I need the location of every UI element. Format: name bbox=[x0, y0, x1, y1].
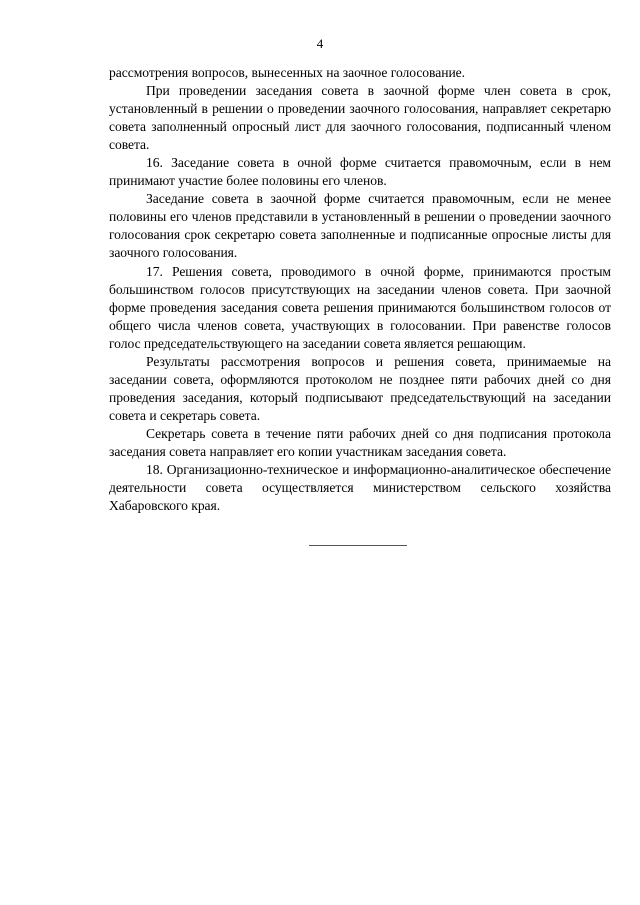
paragraph-continuation: рассмотрения вопросов, вынесенных на заочное голосование. bbox=[109, 65, 466, 80]
paragraph-absentee-questionnaire: При проведении заседания совета в заочной форме член совета в срок, установленный в решении о проведении заочного голосования, направляет секретарю совета заполненный опросный лист для заочного голосования, подписанный членом совета. bbox=[109, 83, 611, 153]
paragraph-17-decisions: 17. Решения совета, проводимого в очной форме, принимаются простым большинством голосов присутствующих на заседании членов совета. При заочной форме проведения заседания совета решения принимаются большинством голосов от общего числа членов совета, участвующих в голосовании. При равенстве голосов голос председательствующего на заседании совета является решающим. bbox=[109, 263, 611, 351]
paragraph-protocol: Результаты рассмотрения вопросов и решения совета, принимаемые на заседании совета, оформляются протоколом не позднее пяти рабочих дней со дня проведения заседания, который подписывают председательствующий на заседании совета и секретарь совета. bbox=[109, 353, 611, 423]
paragraph-secretary-copies: Секретарь совета в течение пяти рабочих дней со дня подписания протокола заседания совета направляет его копии участникам заседания совета. bbox=[109, 425, 611, 459]
paragraph-absentee-quorum: Заседание совета в заочной форме считается правомочным, если не менее половины его членов представили в установленный в решении о проведении заочного голосования срок секретарю совета заполненные и подписанные опросные листы для заочного голосования. bbox=[109, 191, 611, 261]
document-body bbox=[109, 64, 611, 515]
page-number: 4 bbox=[316, 36, 324, 51]
paragraph-16-in-person-quorum: 16. Заседание совета в очной форме считается правомочным, если в нем принимают участие более половины его членов. bbox=[109, 155, 611, 189]
closing-divider bbox=[309, 545, 407, 546]
paragraph-18-support: 18. Организационно-техническое и информационно-аналитическое обеспечение деятельности совета осуществляется министерством сельского хозяйства Хабаровского края. bbox=[109, 462, 611, 514]
